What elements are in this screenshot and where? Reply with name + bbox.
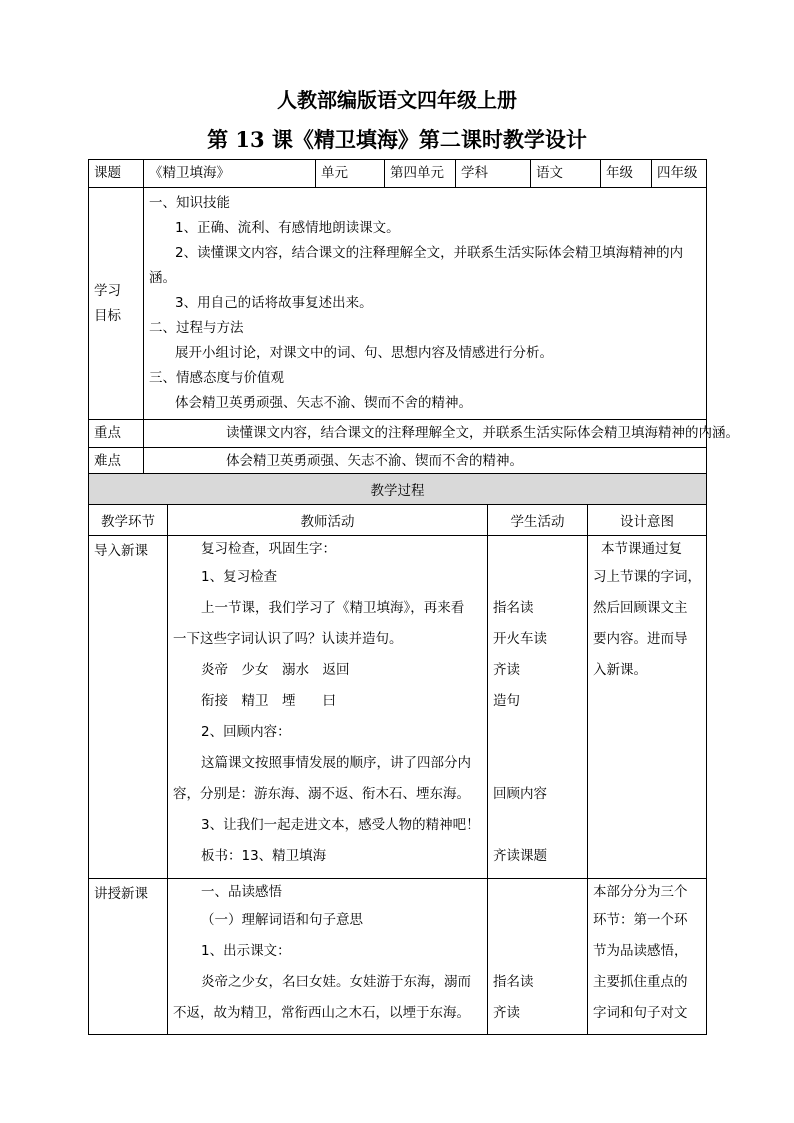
teacher-line: 炎帝之少女，名曰女娃。女娃游于东海，溺而: [201, 974, 471, 990]
student-line: [493, 879, 582, 905]
student-line: 指名读: [493, 600, 534, 616]
teaching-process-table: [88, 473, 707, 1035]
student-line: [493, 905, 582, 936]
teacher-line: 衔接 精卫 堙 曰: [201, 693, 336, 709]
intent-line: 习上节课的字词，: [593, 569, 701, 585]
student-line: 齐读: [493, 1005, 520, 1021]
subject-value: 语文: [531, 160, 601, 188]
goal-heading-knowledge: 一、知识技能: [149, 195, 230, 211]
goal-item: 体会精卫英勇顽强、矢志不渝、锲而不舍的精神。: [175, 395, 472, 411]
student-line: [493, 717, 582, 748]
student-line: [493, 936, 582, 967]
column-intent: 设计意图: [588, 505, 707, 536]
document-subtitle: 第 13 课《精卫填海》第二课时教学设计: [207, 127, 587, 152]
difficult-label: 难点: [89, 448, 144, 476]
goal-item-continuation: 涵。: [149, 270, 176, 286]
teacher-line: 一下这些字词认识了吗？认读并造句。: [173, 631, 403, 647]
document-title: 人教部编版语文四年级上册: [277, 88, 517, 112]
intent-line: 环节：第一个环: [593, 912, 688, 928]
teacher-line: 板书：13、精卫填海: [201, 848, 327, 864]
goals-content: [144, 188, 707, 420]
teacher-line: 炎帝 少女 溺水 返回: [201, 662, 350, 678]
unit-label: 单元: [316, 160, 385, 188]
intent-line: 字词和句子对文: [593, 1005, 688, 1021]
student-line: [493, 536, 582, 562]
goals-label-line-2: 目标: [94, 307, 121, 324]
student-line: 开火车读: [493, 631, 547, 647]
teacher-line: 上一节课，我们学习了《精卫填海》，再来看: [201, 600, 465, 616]
student-line: [493, 748, 582, 779]
intent-line: 主要抓住重点的: [593, 974, 688, 990]
topic-value: 《精卫填海》: [144, 160, 316, 188]
topic-label: 课题: [89, 160, 144, 188]
student-line: [493, 810, 582, 841]
student-line: 造句: [493, 693, 520, 709]
student-line: 齐读: [493, 662, 520, 678]
goals-label-line-1: 学习: [94, 282, 121, 299]
teacher-line: 1、复习检查: [201, 569, 278, 585]
intent-line: 本节课通过复: [601, 541, 682, 557]
student-line: 齐读课题: [493, 848, 547, 864]
teacher-line: （一）理解词语和句子意思: [201, 912, 363, 928]
column-student: 学生活动: [488, 505, 588, 536]
intro-teacher: [168, 536, 488, 879]
lecture-intent: [588, 879, 707, 1035]
intent-line: 要内容。进而导: [593, 631, 688, 647]
lecture-teacher: [168, 879, 488, 1035]
student-line: 回顾内容: [493, 786, 547, 802]
goals-label: [89, 188, 144, 420]
teacher-line: 复习检查，巩固生字：: [201, 541, 336, 557]
lecture-student: [488, 879, 588, 1035]
key-label: 重点: [89, 420, 144, 448]
goal-item: 2、读懂课文内容，结合课文的注释理解全文，并联系生活实际体会精卫填海精神的内: [175, 245, 684, 261]
lesson-info-table: [88, 159, 739, 476]
teacher-line: 不返，故为精卫，常衔西山之木石，以堙于东海。: [173, 1005, 470, 1021]
goal-item: 1、正确、流利、有感情地朗读课文。: [175, 220, 400, 236]
lecture-stage: [89, 879, 168, 1035]
column-teacher: 教师活动: [168, 505, 488, 536]
column-stage: 教学环节: [89, 505, 168, 536]
intent-line: 节为品读感悟，: [593, 943, 688, 959]
key-value: 读懂课文内容，结合课文的注释理解全文，并联系生活实际体会精卫填海精神的内涵。: [144, 420, 707, 448]
teacher-line: 3、让我们一起走进文本，感受人物的精神吧！: [201, 817, 480, 833]
goal-item: 展开小组讨论，对课文中的词、句、思想内容及情感进行分析。: [175, 345, 553, 361]
teacher-line: 2、回顾内容：: [201, 724, 291, 740]
goal-heading-process: 二、过程与方法: [149, 320, 244, 336]
goal-heading-attitude: 三、情感态度与价值观: [149, 370, 284, 386]
subject-label: 学科: [456, 160, 531, 188]
grade-label: 年级: [601, 160, 652, 188]
intro-student: [488, 536, 588, 879]
lecture-stage-label: 讲授新课: [94, 886, 148, 902]
intro-intent: [588, 536, 707, 879]
intro-stage: [89, 536, 168, 879]
grade-value: 四年级: [652, 160, 707, 188]
teacher-line: 容，分别是：游东海、溺不返、衔木石、堙东海。: [173, 786, 470, 802]
unit-value: 第四单元: [385, 160, 456, 188]
student-line: [493, 562, 582, 593]
student-line: 指名读: [493, 974, 534, 990]
intent-line: 本部分分为三个: [593, 884, 688, 900]
teacher-line: 1、出示课文：: [201, 943, 291, 959]
teacher-line: 一、品读感悟: [201, 884, 282, 900]
intent-line: 然后回顾课文主: [593, 600, 688, 616]
goal-item: 3、用自己的话将故事复述出来。: [175, 295, 373, 311]
difficult-value: 体会精卫英勇顽强、矢志不渝、锲而不舍的精神。: [144, 448, 707, 476]
intent-line: 入新课。: [593, 662, 647, 678]
process-header: 教学过程: [89, 474, 707, 505]
teacher-line: 这篇课文按照事情发展的顺序，讲了四部分内: [201, 755, 471, 771]
intro-stage-label: 导入新课: [94, 543, 148, 559]
